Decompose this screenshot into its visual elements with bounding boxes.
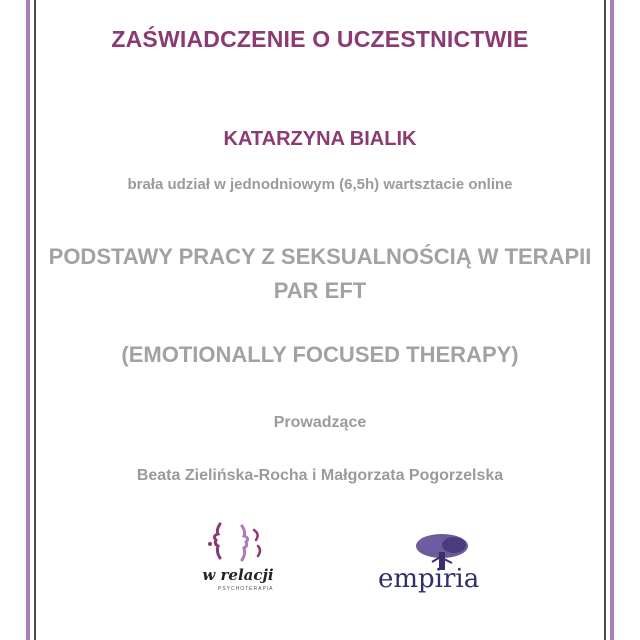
certificate-title: ZAŚWIADCZENIE O UCZESTNICTWIE <box>111 26 529 52</box>
w-relacji-wordmark: w relacji <box>202 566 274 584</box>
decorative-border-inner <box>34 0 606 640</box>
empiria-wordmark: empiria <box>378 564 480 594</box>
w-relacji-faces-icon <box>198 520 278 564</box>
leaders-label: Prowadzące <box>273 414 367 431</box>
empiria-logo <box>370 532 490 602</box>
course-subtitle: (EMOTIONALLY FOCUSED THERAPY) <box>121 342 519 367</box>
course-title: PODSTAWY PRACY Z SEKSUALNOŚCIĄ W TERAPII PAR EFT <box>48 244 592 303</box>
w-relacji-tagline: PSYCHOTERAPIA <box>218 586 274 592</box>
participation-description: brała udział w jednodniowym (6,5h) wartsztacie online <box>127 176 513 193</box>
leaders-names: Beata Zielińska-Rocha i Małgorzata Pogorzelska <box>136 467 504 484</box>
participant-name: KATARZYNA BIALIK <box>223 128 417 150</box>
w-relacji-logo <box>188 520 298 600</box>
